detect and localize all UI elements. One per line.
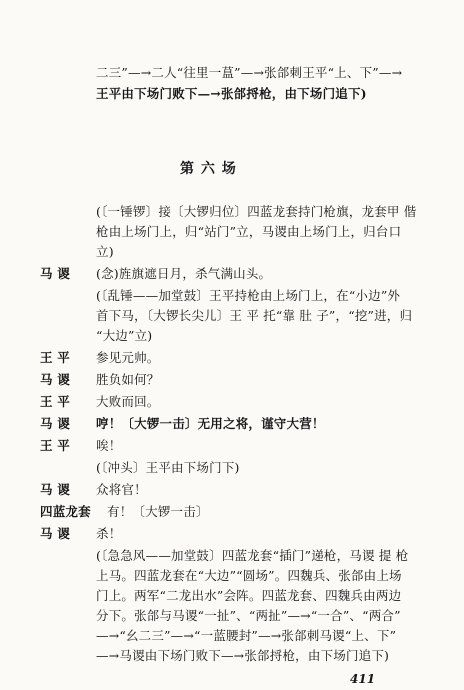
speaker-name: 王 平 xyxy=(40,438,70,453)
dialogue-text: 杀！ xyxy=(96,526,122,541)
dialogue-text: 胜负如何？ xyxy=(96,372,160,387)
stage-direction-2-line-1: (〔乱锤——加堂鼓〕王平持枪由上场门上，在“小边”外 xyxy=(96,288,401,303)
dialogue-text: 唉！ xyxy=(96,438,122,453)
speaker-name: 王 平 xyxy=(40,350,70,365)
stage-direction-4-line-4: 分下。张郃与马谡“一扯”、“两扯”—→“一合”、“两合” xyxy=(96,608,401,623)
speaker-name: 马 谡 xyxy=(40,266,70,281)
dialogue-text: 哼！〔大锣一击〕无用之将，谨守大营！ xyxy=(96,416,325,431)
stage-direction-3: (〔冲头〕王平由下场门下) xyxy=(96,460,240,475)
stage-direction-4-line-5: —→“幺二三”—→“一蓝腰封”—→张郃刺马谡“上、下” xyxy=(96,628,397,643)
stage-direction-1-line-3: 立) xyxy=(96,244,114,259)
dialogue-text: 众将官！ xyxy=(96,482,147,497)
dialogue-text: 有！〔大锣一击〕 xyxy=(107,504,209,519)
speaker-name: 马 谡 xyxy=(40,482,70,497)
stage-direction-4-line-1: (〔急急风——加堂鼓〕四蓝龙套“插门”递枪，马谡 提 枪 xyxy=(96,548,409,563)
top-line-1: 二三”—→二人“往里一蒀”—→张郃刺王平“上、下”—→ xyxy=(96,65,403,80)
stage-direction-4-line-6: —→马谡由下场门败下—→张郃捋枪，由下场门追下) xyxy=(96,648,390,663)
stage-direction-4-line-3: 门上。两军“二龙出水”会阵。四蓝龙套、四魏兵由两边 xyxy=(96,588,402,603)
speaker-name: 四蓝龙套 xyxy=(40,504,91,519)
dialogue-text: (念)旌旗遮日月，杀气满山头。 xyxy=(96,266,272,281)
stage-direction-2-line-3: “大边”立) xyxy=(96,328,153,343)
page-number: 411 xyxy=(350,672,376,686)
stage-direction-1-line-2: 枪由上场门上，归“站门”立，马谡由上场门上，归台口 xyxy=(96,224,402,239)
stage-direction-1-line-1: (〔一锤锣〕接〔大锣归位〕四蓝龙套持门枪旗，龙套甲 偕 xyxy=(96,204,417,219)
scene-title: 第 六 场 xyxy=(180,161,237,177)
speaker-name: 王 平 xyxy=(40,394,70,409)
top-line-2: 王平由下场门败下—→张郃捋枪，由下场门追下) xyxy=(96,86,367,101)
speaker-name: 马 谡 xyxy=(40,372,70,387)
stage-direction-2-line-2: 首下马，〔大锣长尖儿〕王 平 托“靠 肚 子”，“挖”进，归 xyxy=(96,308,413,323)
stage-direction-4-line-2: 上马。四蓝龙套在“大边”“圆场”。四魏兵、张郃由上场 xyxy=(96,568,402,583)
speaker-name: 马 谡 xyxy=(40,416,70,431)
speaker-name: 马 谡 xyxy=(40,526,70,541)
dialogue-text: 大败而回。 xyxy=(96,394,160,409)
dialogue-text: 参见元帅。 xyxy=(96,350,160,365)
